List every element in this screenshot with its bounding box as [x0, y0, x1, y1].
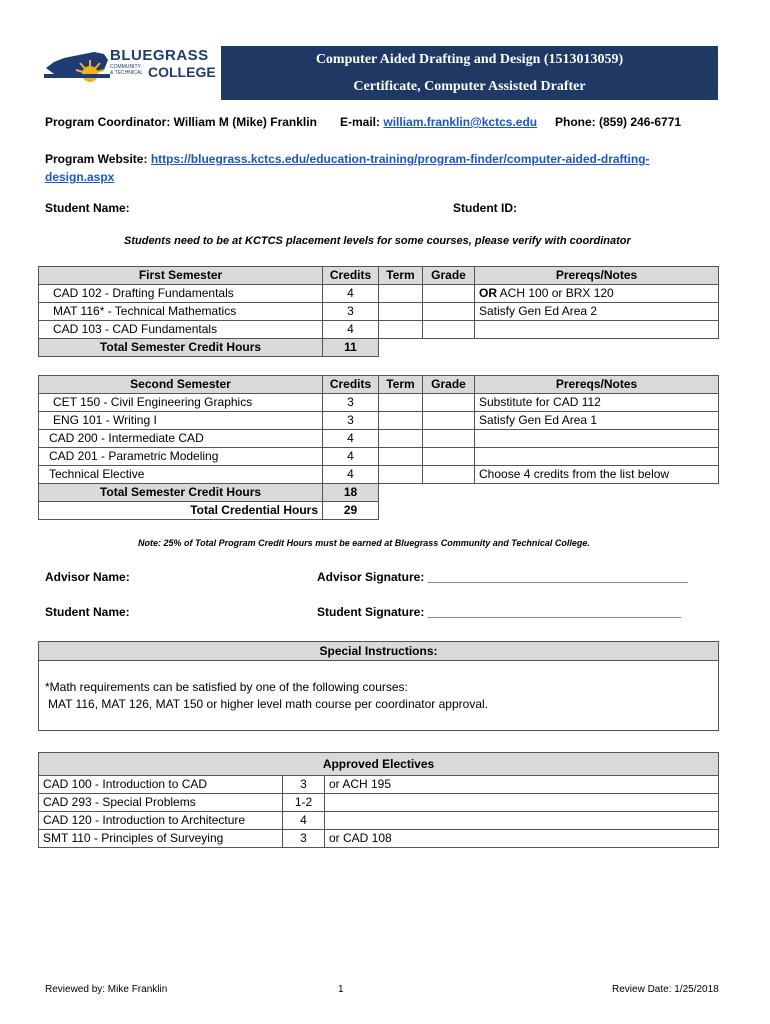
- course-credits: 4: [323, 448, 379, 466]
- student-name-signature-label: Student Name:: [45, 605, 130, 619]
- table-row: [39, 812, 719, 830]
- course-credits: 3: [323, 412, 379, 430]
- prereqs-header: Prereqs/Notes: [475, 376, 719, 394]
- first-semester-header: First Semester: [39, 267, 323, 285]
- course-name: MAT 116* - Technical Mathematics: [39, 303, 323, 321]
- term-cell[interactable]: [379, 303, 423, 321]
- program-subtitle: Certificate, Computer Assisted Drafter: [353, 79, 586, 94]
- course-name: Technical Elective: [39, 466, 323, 484]
- special-instructions-box: [38, 641, 719, 731]
- table-row: [39, 776, 719, 794]
- table-row: [39, 430, 719, 448]
- table-row: [39, 448, 719, 466]
- course-note: Satisfy Gen Ed Area 1: [475, 412, 719, 430]
- table-row: [39, 394, 719, 412]
- page-number: 1: [338, 984, 344, 995]
- advisor-name-label: Advisor Name:: [45, 570, 130, 584]
- course-note: [475, 321, 719, 339]
- course-note: [475, 448, 719, 466]
- credits-header: Credits: [323, 376, 379, 394]
- term-cell[interactable]: [379, 430, 423, 448]
- program-title: Computer Aided Drafting and Design (1513013059): [315, 52, 624, 67]
- grade-header: Grade: [423, 376, 475, 394]
- term-cell[interactable]: [379, 321, 423, 339]
- table-row: [39, 412, 719, 430]
- grade-cell[interactable]: [423, 303, 475, 321]
- special-instructions-line2: MAT 116, MAT 126, MAT 150 or higher level math course per coordinator approval.: [48, 697, 488, 711]
- student-name-label: Student Name:: [45, 201, 130, 215]
- coordinator: Program Coordinator: William M (Mike) Franklin: [45, 115, 317, 129]
- course-note: [475, 430, 719, 448]
- website-row: [45, 150, 705, 186]
- college-name-line2: COMMUNITY & TECHNICAL: [110, 64, 143, 76]
- course-name: CET 150 - Civil Engineering Graphics: [39, 394, 323, 412]
- website-link-cont[interactable]: design.aspx: [45, 170, 115, 184]
- grade-cell[interactable]: [423, 394, 475, 412]
- table-row: [39, 466, 719, 484]
- term-cell[interactable]: [379, 412, 423, 430]
- course-note: Substitute for CAD 112: [475, 394, 719, 412]
- term-cell[interactable]: [379, 448, 423, 466]
- student-id-label: Student ID:: [453, 201, 517, 215]
- table-row: [39, 830, 719, 848]
- elective-credits: 4: [283, 812, 325, 830]
- second-semester-header: Second Semester: [39, 376, 323, 394]
- course-note: OR ACH 100 or BRX 120: [475, 285, 719, 303]
- approved-electives-header: Approved Electives: [39, 753, 719, 776]
- credential-total-value: 29: [323, 502, 379, 520]
- prereqs-header: Prereqs/Notes: [475, 267, 719, 285]
- elective-note: [325, 812, 719, 830]
- phone: Phone: (859) 246-6771: [555, 115, 682, 129]
- course-name: CAD 103 - CAD Fundamentals: [39, 321, 323, 339]
- course-note: Choose 4 credits from the list below: [475, 466, 719, 484]
- elective-credits: 3: [283, 776, 325, 794]
- special-instructions-line1: *Math requirements can be satisfied by one of the following courses:: [45, 680, 408, 694]
- student-signature-line[interactable]: Student Signature: ______________________________________: [317, 605, 682, 619]
- elective-note: or ACH 195: [325, 776, 719, 794]
- grade-cell[interactable]: [423, 466, 475, 484]
- elective-course: CAD 293 - Special Problems: [39, 794, 283, 812]
- semester-total-label: Total Semester Credit Hours: [39, 484, 323, 502]
- course-name: CAD 102 - Drafting Fundamentals: [39, 285, 323, 303]
- website-label: Program Website:: [45, 152, 148, 166]
- term-header: Term: [379, 376, 423, 394]
- course-credits: 3: [323, 394, 379, 412]
- semester-total-label: Total Semester Credit Hours: [39, 339, 323, 357]
- grade-cell[interactable]: [423, 321, 475, 339]
- college-name-line3: COLLEGE: [148, 64, 216, 80]
- table-row: [39, 321, 719, 339]
- semester-total-value: 18: [323, 484, 379, 502]
- special-instructions-header: Special Instructions:: [39, 642, 718, 661]
- term-cell[interactable]: [379, 394, 423, 412]
- email-row: [340, 115, 537, 129]
- course-credits: 4: [323, 285, 379, 303]
- course-credits: 4: [323, 430, 379, 448]
- course-credits: 4: [323, 321, 379, 339]
- term-cell[interactable]: [379, 285, 423, 303]
- course-credits: 4: [323, 466, 379, 484]
- elective-note: [325, 794, 719, 812]
- placement-note: Students need to be at KCTCS placement levels for some courses, please verify with coordinator: [124, 235, 631, 247]
- elective-course: CAD 100 - Introduction to CAD: [39, 776, 283, 794]
- elective-credits: 3: [283, 830, 325, 848]
- grade-cell[interactable]: [423, 430, 475, 448]
- course-name: CAD 200 - Intermediate CAD: [39, 430, 323, 448]
- program-title-box: [221, 46, 718, 100]
- course-credits: 3: [323, 303, 379, 321]
- semester-total-value: 11: [323, 339, 379, 357]
- elective-note: or CAD 108: [325, 830, 719, 848]
- email-label: E-mail:: [340, 115, 381, 129]
- college-logo: [44, 44, 219, 84]
- college-name-line1: BLUEGRASS: [110, 47, 209, 64]
- grade-cell[interactable]: [423, 448, 475, 466]
- table-row: [39, 303, 719, 321]
- credits-header: Credits: [323, 267, 379, 285]
- elective-course: SMT 110 - Principles of Surveying: [39, 830, 283, 848]
- first-semester-table: [38, 266, 719, 357]
- grade-header: Grade: [423, 267, 475, 285]
- grade-cell[interactable]: [423, 285, 475, 303]
- term-cell[interactable]: [379, 466, 423, 484]
- credential-total-label: Total Credential Hours: [39, 502, 323, 520]
- elective-credits: 1-2: [283, 794, 325, 812]
- grade-cell[interactable]: [423, 412, 475, 430]
- credit-hours-note: Note: 25% of Total Program Credit Hours must be earned at Bluegrass Community and Technical College.: [138, 538, 590, 548]
- course-note: Satisfy Gen Ed Area 2: [475, 303, 719, 321]
- second-semester-table: [38, 375, 719, 520]
- approved-electives-table: [38, 752, 719, 848]
- course-name: CAD 201 - Parametric Modeling: [39, 448, 323, 466]
- course-name: ENG 101 - Writing I: [39, 412, 323, 430]
- reviewed-by: Reviewed by: Mike Franklin: [45, 984, 168, 995]
- table-row: [39, 285, 719, 303]
- table-row: [39, 794, 719, 812]
- email-link[interactable]: william.franklin@kctcs.edu: [383, 115, 538, 129]
- website-link[interactable]: https://bluegrass.kctcs.edu/education-training/program-finder/computer-aided-drafting-: [150, 152, 650, 166]
- advisor-signature-line[interactable]: Advisor Signature: _______________________________________: [317, 570, 688, 584]
- term-header: Term: [379, 267, 423, 285]
- review-date: Review Date: 1/25/2018: [612, 984, 719, 995]
- elective-course: CAD 120 - Introduction to Architecture: [39, 812, 283, 830]
